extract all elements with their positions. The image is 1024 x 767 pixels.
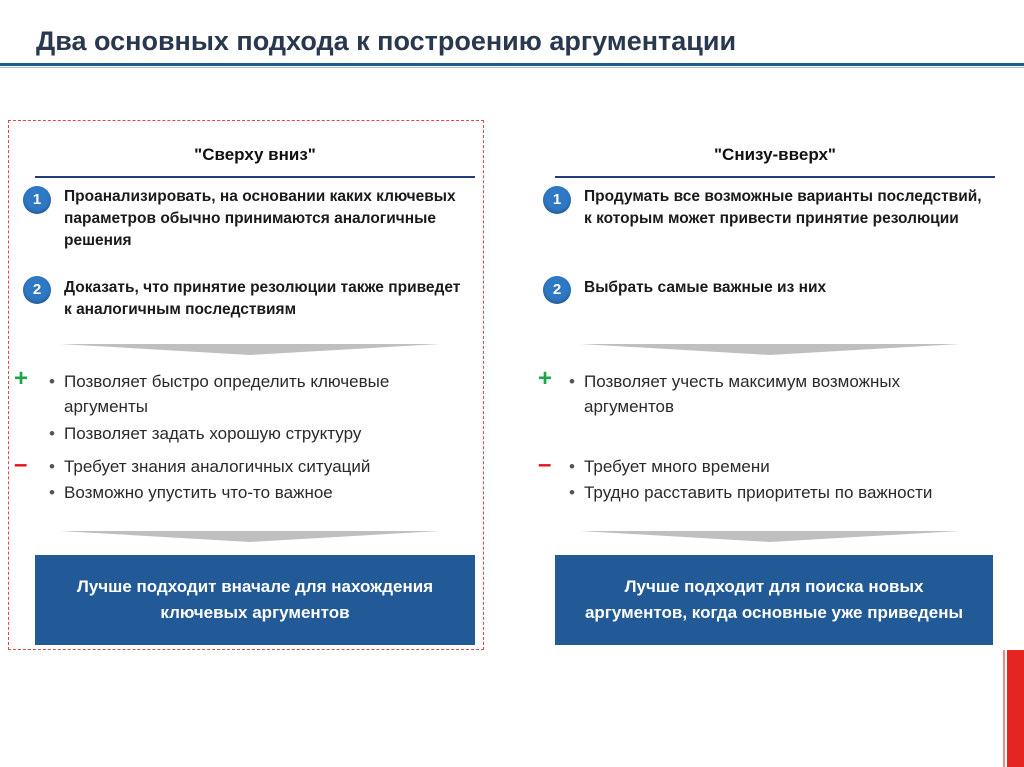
con-item: [569, 480, 954, 505]
con-item: [569, 454, 984, 479]
bullet-dot: •: [569, 483, 575, 502]
column-header: "Сверху вниз": [194, 145, 316, 164]
step-text: Продумать все возможные варианты последствий, к которым может привести принятие резолюции: [584, 188, 982, 227]
con-text: Требует знания аналогичных ситуаций: [64, 457, 371, 476]
minus-sign: –: [14, 451, 28, 478]
column-header: "Снизу-вверх": [713, 145, 836, 164]
plus-sign: +: [14, 365, 29, 392]
conclusion-text: Лучше подходит вначале для нахождения ключевых аргументов: [76, 577, 434, 622]
pro-item: [49, 421, 454, 446]
header-underline: [35, 176, 475, 178]
step-number-badge: 2: [543, 276, 571, 304]
step-number-badge: 2: [23, 276, 51, 304]
con-text: Возможно упустить что-то важное: [64, 483, 333, 502]
conclusion-text: Лучше подходит для поиска новых аргументов, когда основные уже приведены: [584, 577, 964, 622]
title-divider: [0, 63, 1024, 66]
plus-sign: +: [538, 365, 553, 392]
pro-text: Позволяет задать хорошую структуру: [64, 424, 362, 443]
decorative-red-edge: [1007, 650, 1024, 767]
pro-item: [569, 369, 914, 419]
con-item: [49, 480, 464, 505]
conclusion-box: [555, 555, 993, 645]
step-number-badge: 1: [543, 186, 571, 214]
decorative-edge-shadow: [1003, 650, 1005, 767]
conclusion-box: [35, 555, 475, 645]
down-arrow: [60, 344, 440, 355]
bullet-dot: •: [49, 372, 55, 391]
down-arrow: [580, 344, 960, 355]
bullet-dot: •: [569, 372, 575, 391]
pro-text: Позволяет учесть максимум возможных аргументов: [584, 372, 901, 416]
step-number-badge: 1: [23, 186, 51, 214]
con-text: Требует много времени: [584, 457, 770, 476]
bullet-dot: •: [49, 424, 55, 443]
con-item: [49, 454, 464, 479]
step-text: Доказать, что принятие резолюции также приведет к аналогичным последствиям: [64, 279, 461, 318]
title-divider-thin: [0, 67, 1024, 68]
pro-item: [49, 369, 444, 419]
step-text: Выбрать самые важные из них: [584, 279, 827, 296]
down-arrow: [580, 531, 960, 542]
con-text: Трудно расставить приоритеты по важности: [584, 483, 933, 502]
bullet-dot: •: [569, 457, 575, 476]
pro-text: Позволяет быстро определить ключевые аргументы: [64, 372, 390, 416]
page-title: Два основных подхода к построению аргументации: [36, 26, 737, 56]
bullet-dot: •: [49, 457, 55, 476]
header-underline: [555, 176, 995, 178]
down-arrow: [60, 531, 440, 542]
minus-sign: –: [538, 451, 552, 478]
bullet-dot: •: [49, 483, 55, 502]
step-text: Проанализировать, на основании каких ключевых параметров обычно принимаются аналогичные решения: [64, 188, 456, 249]
